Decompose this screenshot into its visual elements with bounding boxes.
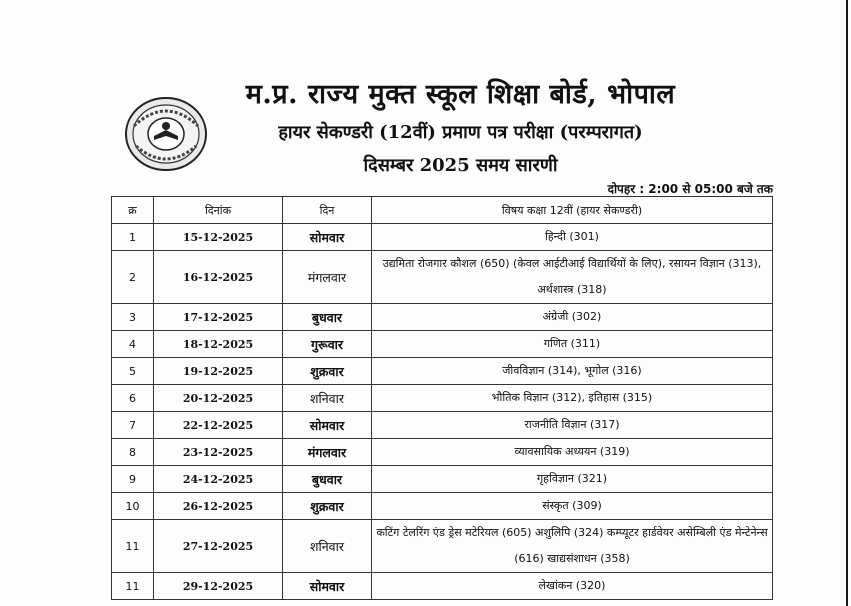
col-header-sno: क्र: [112, 197, 154, 224]
cell-subject: जीवविज्ञान (314), भूगोल (316): [372, 358, 773, 385]
cell-subject: लेखांकन (320): [372, 573, 773, 600]
cell-date: 23-12-2025: [154, 439, 283, 466]
cell-date: 24-12-2025: [154, 466, 283, 493]
cell-day: गुरूवार: [283, 331, 372, 358]
cell-day: सोमवार: [283, 224, 372, 251]
cell-day: मंगलवार: [283, 439, 372, 466]
cell-date: 29-12-2025: [154, 573, 283, 600]
table-header-row: [112, 197, 773, 224]
cell-sno: 11: [112, 573, 154, 600]
cell-day: शुक्रवार: [283, 358, 372, 385]
cell-date: 27-12-2025: [154, 520, 283, 573]
cell-date: 15-12-2025: [154, 224, 283, 251]
table-row: [112, 573, 773, 600]
table-row: [112, 520, 773, 573]
table-row: [112, 224, 773, 251]
cell-day: बुधवार: [283, 466, 372, 493]
cell-day: शनिवार: [283, 385, 372, 412]
cell-subject: कटिंग टेलरिंग एंड ड्रेस मटेरियल (605) अशुलिपि (324) कम्प्यूटर हार्डवेयर असेम्बिली एंड मेन्टेनेन्स (616) खाद्यसंशाधन (358): [372, 520, 773, 573]
table-row: [112, 304, 773, 331]
cell-date: 19-12-2025: [154, 358, 283, 385]
cell-day: शुक्रवार: [283, 493, 372, 520]
cell-sno: 3: [112, 304, 154, 331]
cell-day: मंगलवार: [283, 251, 372, 304]
cell-date: 20-12-2025: [154, 385, 283, 412]
cell-day: बुधवार: [283, 304, 372, 331]
col-header-date: दिनांक: [154, 197, 283, 224]
board-title: म.प्र. राज्य मुक्त स्कूल शिक्षा बोर्ड, भोपाल: [245, 79, 676, 110]
cell-sno: 1: [112, 224, 154, 251]
cell-sno: 2: [112, 251, 154, 304]
col-header-day: दिन: [283, 197, 372, 224]
cell-date: 17-12-2025: [154, 304, 283, 331]
cell-date: 18-12-2025: [154, 331, 283, 358]
cell-sno: 6: [112, 385, 154, 412]
exam-subtitle: हायर सेकण्डरी (12वीं) प्रमाण पत्र परीक्षा (परम्परागत): [278, 122, 643, 143]
table-row: [112, 251, 773, 304]
cell-subject: उद्यमिता रोजगार कौशल (650) (केवल आईटीआई विद्यार्थियों के लिए), रसायन विज्ञान (313), अर्थशास्त्र (318): [372, 251, 773, 304]
cell-day: शनिवार: [283, 520, 372, 573]
cell-subject: अंग्रेजी (302): [372, 304, 773, 331]
cell-day: सोमवार: [283, 573, 372, 600]
cell-date: 16-12-2025: [154, 251, 283, 304]
cell-sno: 5: [112, 358, 154, 385]
table-row: [112, 385, 773, 412]
table-row: [112, 466, 773, 493]
cell-subject: गृहविज्ञान (321): [372, 466, 773, 493]
table-row: [112, 493, 773, 520]
timetable: [111, 196, 773, 600]
cell-sno: 4: [112, 331, 154, 358]
cell-sno: 7: [112, 412, 154, 439]
cell-sno: 9: [112, 466, 154, 493]
col-header-subject: विषय कक्षा 12वीं (हायर सेकण्डरी): [372, 197, 773, 224]
cell-sno: 8: [112, 439, 154, 466]
table-row: [112, 439, 773, 466]
cell-day: सोमवार: [283, 412, 372, 439]
cell-subject: गणित (311): [372, 331, 773, 358]
cell-subject: व्यावसायिक अध्ययन (319): [372, 439, 773, 466]
table-row: [112, 331, 773, 358]
cell-subject: राजनीति विज्ञान (317): [372, 412, 773, 439]
table-row: [112, 358, 773, 385]
cell-subject: हिन्दी (301): [372, 224, 773, 251]
cell-date: 26-12-2025: [154, 493, 283, 520]
table-row: [112, 412, 773, 439]
cell-subject: संस्कृत (309): [372, 493, 773, 520]
cell-subject: भौतिक विज्ञान (312), इतिहास (315): [372, 385, 773, 412]
schedule-title: दिसम्बर 2025 समय सारणी: [363, 155, 558, 176]
cell-sno: 10: [112, 493, 154, 520]
cell-date: 22-12-2025: [154, 412, 283, 439]
cell-sno: 11: [112, 520, 154, 573]
exam-timing: दोपहर : 2:00 से 05:00 बजे तक: [607, 182, 773, 196]
